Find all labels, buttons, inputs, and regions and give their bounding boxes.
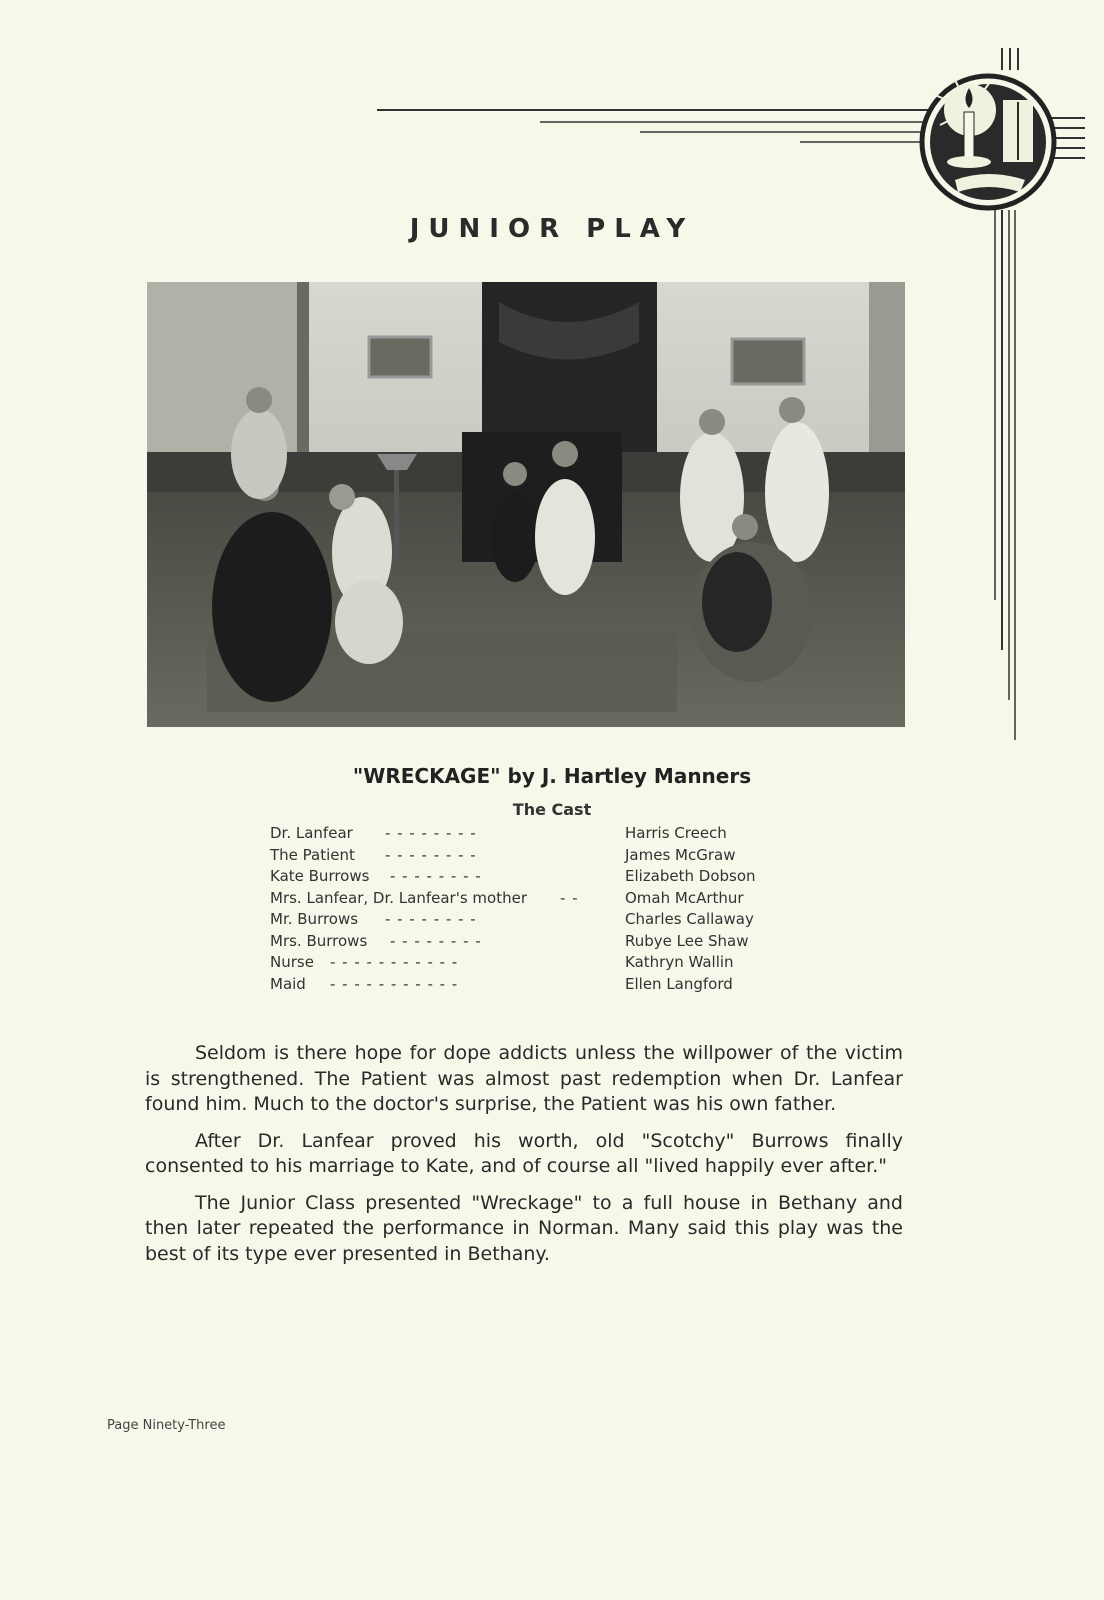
cast-actor: Harris Creech: [625, 824, 727, 842]
synopsis-paragraph: Seldom is there hope for dope addicts unless the willpower of the victim is strengthened. The Patient was almost past redemption when Dr. Lanfear found him. Much to the doctor's surprise, the Patient was his own father.: [145, 1042, 903, 1115]
cast-photograph: [147, 282, 905, 727]
cast-list: [270, 824, 790, 996]
leader-dashes: - - - - - - - -: [390, 931, 482, 950]
leader-dashes: - - - - - - - -: [385, 910, 477, 928]
cast-actor: James McGraw: [625, 845, 736, 864]
cast-role: The Patient: [270, 845, 355, 864]
page-number: Page Ninety-Three: [107, 1418, 226, 1433]
cast-row: [270, 889, 790, 911]
page-title: JUNIOR PLAY: [409, 214, 695, 244]
cast-row: [270, 846, 790, 868]
cast-role: Mr. Burrows: [270, 910, 359, 928]
cast-actor: Charles Callaway: [625, 910, 754, 928]
leader-dashes: - - - - - - - -: [385, 845, 477, 864]
cast-actor: Omah McArthur: [625, 888, 744, 907]
cast-role: Kate Burrows: [270, 867, 370, 885]
cast-row: [270, 932, 790, 954]
synopsis: [145, 1041, 903, 1278]
candle-emblem-icon: [922, 76, 1054, 208]
leader-dashes: - - - - - - - - - - -: [330, 953, 459, 971]
cast-role: Maid: [270, 974, 306, 993]
cast-role: Nurse: [270, 953, 314, 971]
cast-row: [270, 824, 790, 846]
leader-dashes: - - - - - - - -: [390, 867, 482, 885]
cast-role: Mrs. Burrows: [270, 931, 368, 950]
leader-dashes: - - - - - - - -: [385, 824, 477, 842]
cast-role: Mrs. Lanfear, Dr. Lanfear's mother: [270, 888, 527, 907]
cast-actor: Elizabeth Dobson: [625, 867, 756, 885]
cast-actor: Kathryn Wallin: [625, 953, 734, 971]
cast-row: [270, 953, 790, 975]
cast-actor: Rubye Lee Shaw: [625, 931, 749, 950]
synopsis-paragraph: The Junior Class presented "Wreckage" to a full house in Bethany and then later repeated the performance in Norman. Many said this play was the best of its type ever presented in Bethany.: [145, 1191, 903, 1265]
cast-row: [270, 975, 790, 997]
cast-heading: The Cast: [512, 800, 592, 819]
leader-dashes: - -: [560, 888, 579, 907]
cast-role: Dr. Lanfear: [270, 824, 353, 842]
cast-actor: Ellen Langford: [625, 974, 733, 993]
cast-row: [270, 867, 790, 889]
synopsis-paragraph: After Dr. Lanfear proved his worth, old "Scotchy" Burrows finally consented to his marriage to Kate, and of course all "lived happily ever after.": [145, 1129, 903, 1177]
cast-row: [270, 910, 790, 932]
leader-dashes: - - - - - - - - - - -: [330, 974, 459, 993]
play-heading: "WRECKAGE" by J. Hartley Manners: [352, 764, 752, 788]
